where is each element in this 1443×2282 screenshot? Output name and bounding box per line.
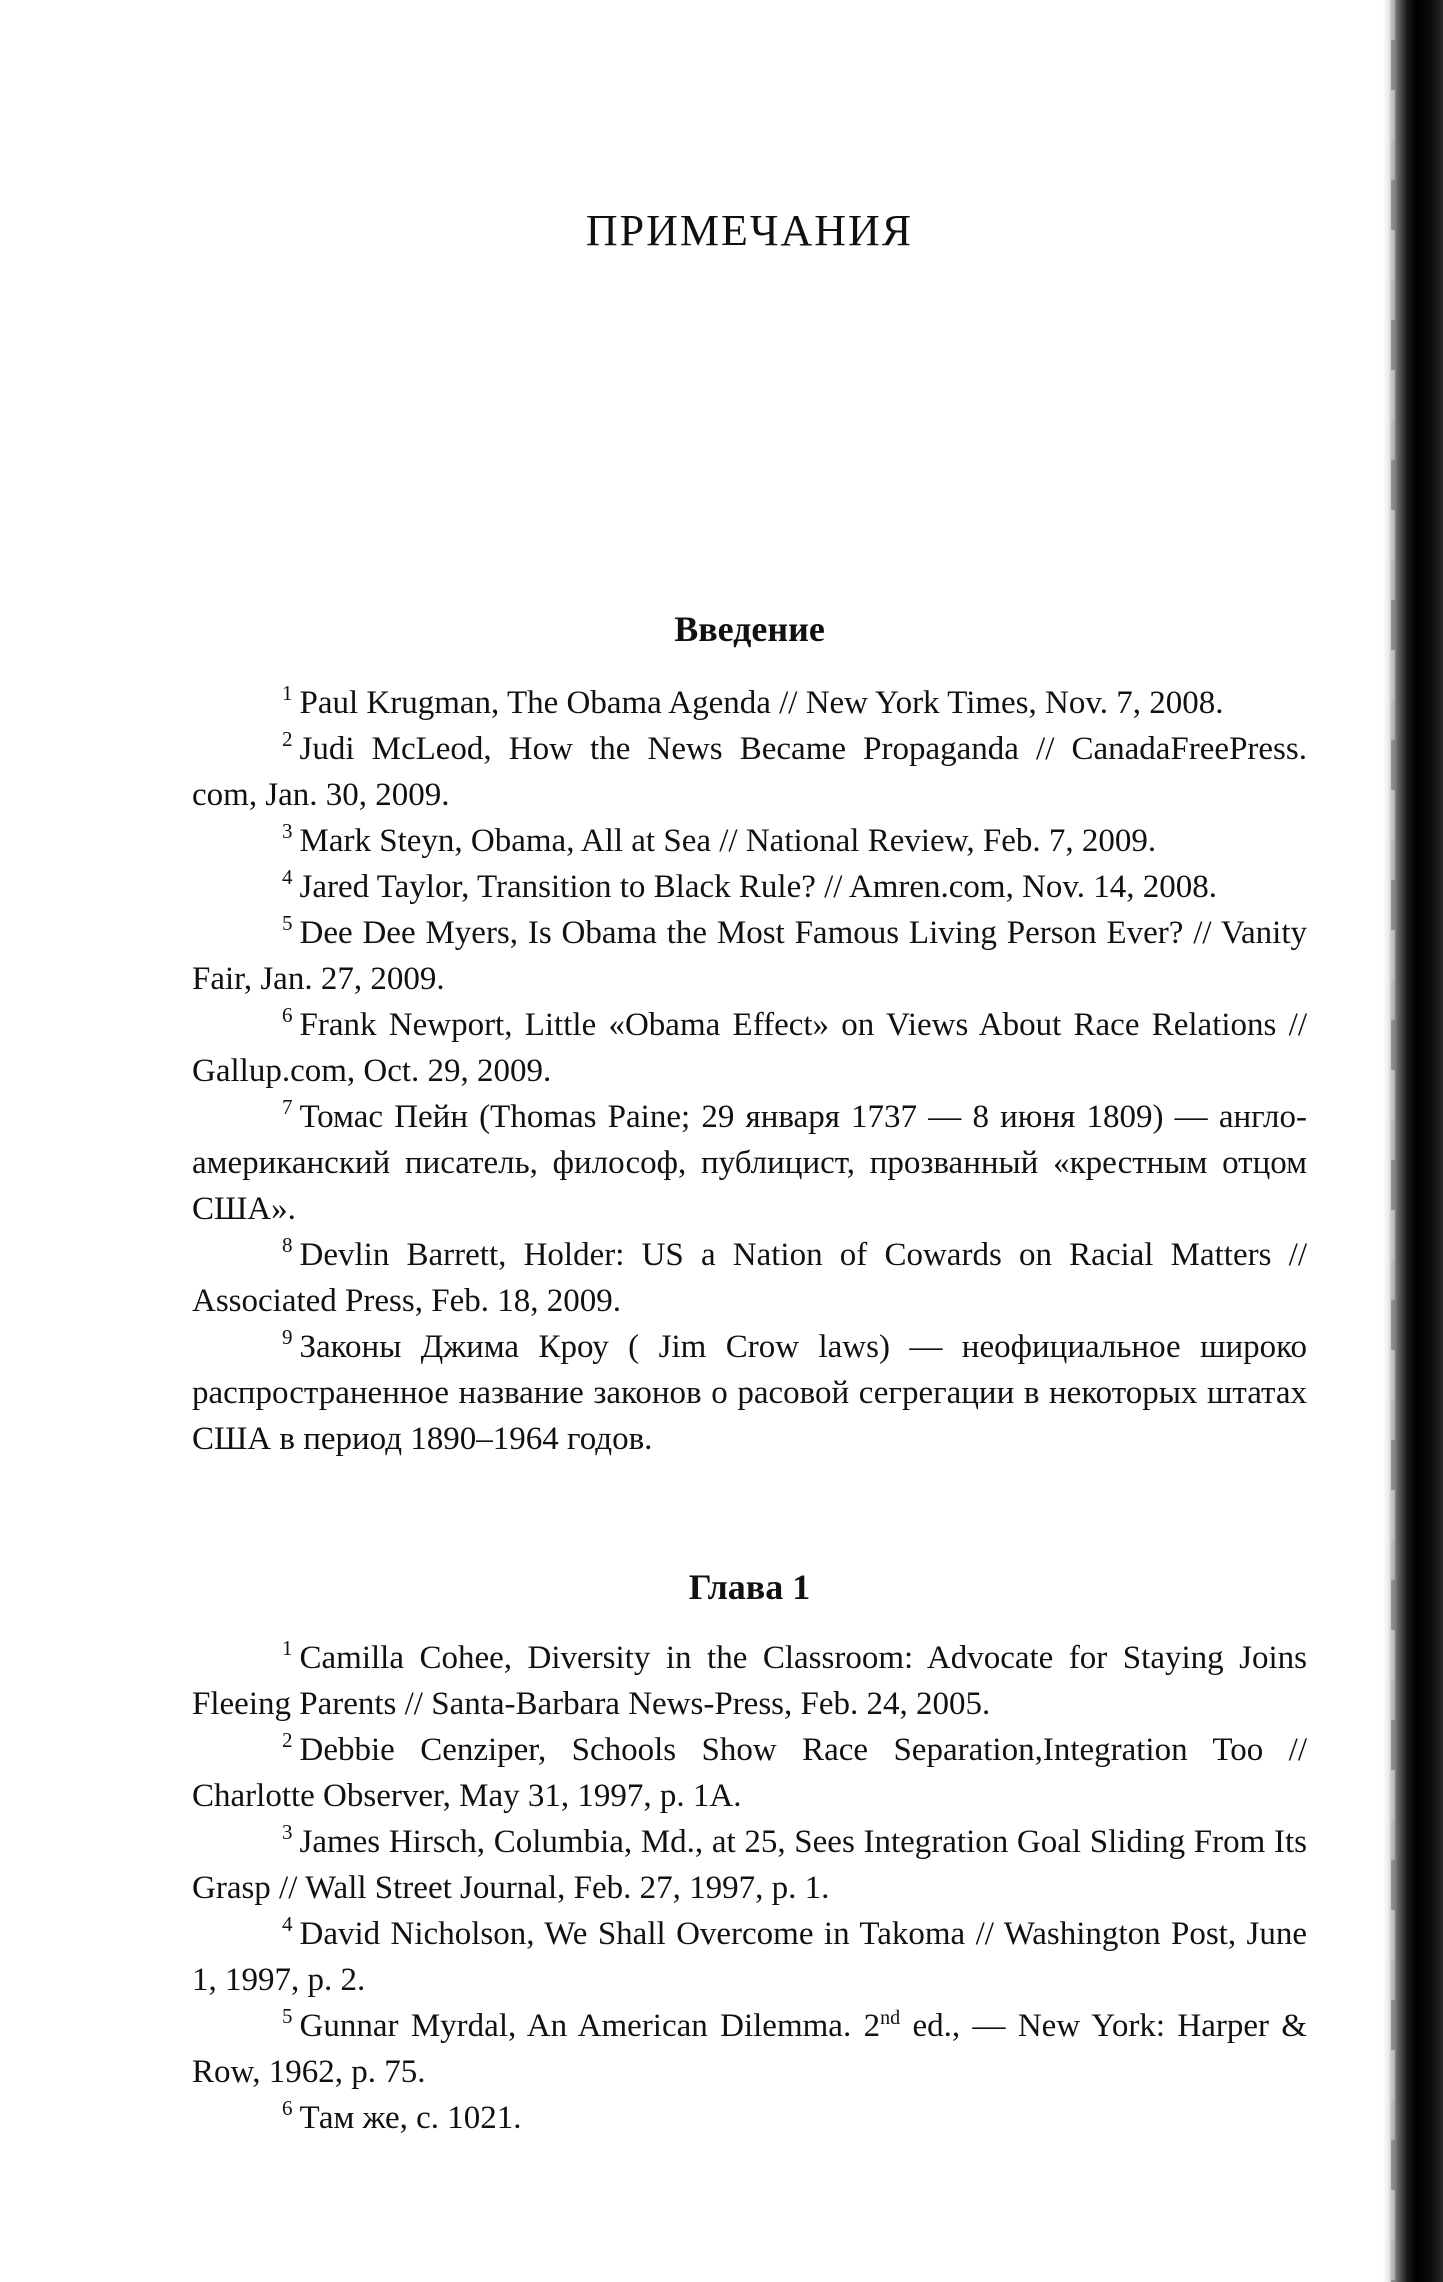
footnote (192, 1232, 1307, 1324)
notes-list-introduction (192, 680, 1307, 1462)
footnote-text: Devlin Barrett, Holder: US a Nation of Cowards on Racial Matters // Associated Press, Feb. 18, 2009. (192, 1237, 1307, 1319)
footnote (192, 2003, 1307, 2095)
footnote-number: 1 (282, 681, 293, 705)
footnote-text: David Nicholson, We Shall Overcome in Takoma // Washington Post, June 1, 1997, p. 2. (192, 1916, 1307, 1998)
footnote-text: Paul Krugman, The Obama Agenda // New York Times, Nov. 7, 2008. (299, 685, 1224, 721)
footnote-number: 2 (282, 727, 293, 751)
footnote-number: 5 (282, 2004, 293, 2028)
footnote-text: Debbie Cenziper, Schools Show Race Separation,Integration Too // Charlotte Observer, May 31, 1997, p. 1A. (192, 1732, 1307, 1814)
footnote-number: 5 (282, 911, 293, 935)
footnote (192, 1635, 1307, 1727)
footnote-text: Camilla Cohee, Diversity in the Classroom: Advocate for Staying Joins Fleeing Parents // Santa-Barbara News-Press, Feb. 24, 2005. (192, 1640, 1307, 1722)
footnote-text: Томас Пейн (Thomas Paine; 29 января 1737 — 8 июня 1809) — англо-американский писатель, философ, публицист, прозванный «крестным отцом США». (192, 1099, 1307, 1227)
footnote-text: Dee Dee Myers, Is Obama the Most Famous Living Person Ever? // Vanity Fair, Jan. 27, 2009. (192, 915, 1307, 997)
book-binding-edge (1383, 0, 1443, 2282)
footnote (192, 2095, 1307, 2141)
footnote (192, 1324, 1307, 1462)
footnote-text-part: Gunnar Myrdal, An American Dilemma. 2 (299, 2008, 881, 2044)
ordinal-suffix: nd (880, 2007, 901, 2029)
footnote-text: Frank Newport, Little «Obama Effect» on Views About Race Relations // Gallup.com, Oct. 29, 2009. (192, 1007, 1307, 1089)
footnote (192, 818, 1307, 864)
footnote-number: 3 (282, 819, 293, 843)
footnote-number: 4 (282, 1912, 293, 1936)
footnote (192, 1819, 1307, 1911)
footnote-number: 2 (282, 1728, 293, 1752)
footnote-number: 8 (282, 1233, 293, 1257)
footnote-number: 7 (282, 1095, 293, 1119)
footnote-text: Jared Taylor, Transition to Black Rule? // Amren.com, Nov. 14, 2008. (299, 869, 1218, 905)
notes-list-chapter-1 (192, 1635, 1307, 2141)
footnote-text: Законы Джима Кроу ( Jim Crow laws) — неофициальное широко распространенное название законов о расовой сегрегации в некоторых штатах США в период 1890–1964 годов. (192, 1329, 1307, 1457)
footnote (192, 1727, 1307, 1819)
footnote (192, 1094, 1307, 1232)
footnote-text: Judi McLeod, How the News Became Propaganda // CanadaFreePress. com, Jan. 30, 2009. (192, 731, 1307, 813)
footnote-text: Там же, с. 1021. (299, 2100, 522, 2136)
footnote (192, 1002, 1307, 1094)
footnote-text-part: ed., — New York: Harper & Row, 1962, p. 75. (192, 2008, 1308, 2090)
section-heading-chapter-1: Глава 1 (688, 1567, 811, 1607)
footnote-text: Mark Steyn, Obama, All at Sea // National Review, Feb. 7, 2009. (299, 823, 1157, 859)
footnote-number: 6 (282, 2096, 293, 2120)
footnote (192, 726, 1307, 818)
footnote (192, 680, 1307, 726)
page-title: ПРИМЕЧАНИЯ (585, 206, 914, 255)
footnote-number: 1 (282, 1636, 293, 1660)
footnote-number: 6 (282, 1003, 293, 1027)
footnote-number: 9 (282, 1325, 293, 1349)
footnote (192, 1911, 1307, 2003)
footnote (192, 864, 1307, 910)
footnote-number: 4 (282, 865, 293, 889)
footnote-number: 3 (282, 1820, 293, 1844)
footnote (192, 910, 1307, 1002)
footnote-text: James Hirsch, Columbia, Md., at 25, Sees Integration Goal Sliding From Its Grasp // Wall Street Journal, Feb. 27, 1997, p. 1. (192, 1824, 1307, 1906)
section-heading-introduction: Введение (674, 609, 825, 649)
